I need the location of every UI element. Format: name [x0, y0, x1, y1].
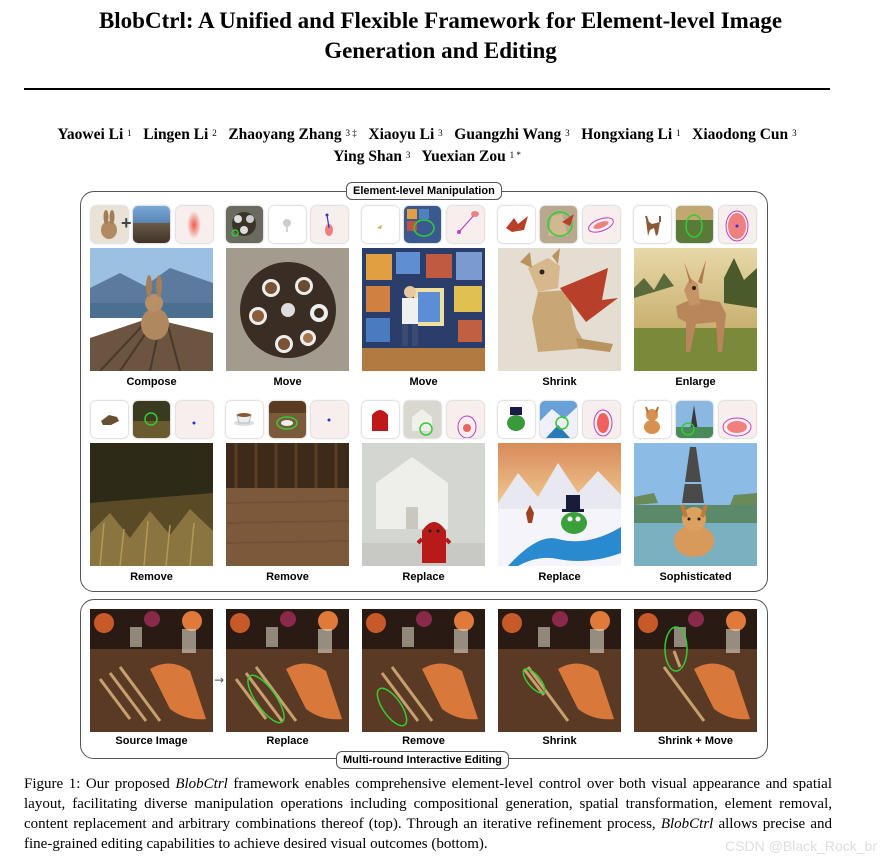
- replace-result-image-1: [362, 443, 485, 566]
- move2-blob-thumbnail: [447, 206, 484, 243]
- compose-result-image: [90, 248, 213, 371]
- replace2-blob-thumbnail: [583, 401, 620, 438]
- move2-element-thumbnail: [362, 206, 399, 243]
- author-affiliation: 1: [676, 128, 681, 138]
- remove-blob-thumbnail: [176, 401, 213, 438]
- author-list: [24, 124, 830, 168]
- op-label-move-1: Move: [273, 376, 302, 388]
- remove-round-image: [362, 609, 485, 732]
- blob-mask-thumbnail: [176, 206, 213, 243]
- watermark: CSDN @Black_Rock_br: [725, 838, 877, 854]
- op-label-source-image: Source Image: [115, 735, 188, 747]
- op-label-sophisticated: Sophisticated: [659, 571, 732, 583]
- sophisticated-blob-thumbnail: [719, 401, 756, 438]
- background-pier-thumbnail: [133, 206, 170, 243]
- enlarge-blob-thumbnail: [719, 206, 756, 243]
- op-label-enlarge: Enlarge: [675, 376, 716, 388]
- caption-text-2: allows precise and fine-grained editing capabilities to achieve desired visual outcomes (bottom).: [24, 816, 832, 852]
- author-name: Xiaodong Cun: [692, 126, 789, 143]
- remove2-element-thumbnail: [226, 401, 263, 438]
- op-label-move-2: Move: [409, 376, 438, 388]
- shrink-element-thumbnail: [498, 206, 535, 243]
- move-source-thumbnail: [226, 206, 263, 243]
- move2-source-thumbnail: [404, 206, 441, 243]
- sophisticated-source-thumbnail: [676, 401, 713, 438]
- author-name: Xiaoyu Li: [368, 126, 435, 143]
- multi-round-editing-label: Multi-round Interactive Editing: [336, 751, 509, 769]
- shrink-move-round-image: [634, 609, 757, 732]
- replace-round-image: [226, 609, 349, 732]
- authors-line-1: [24, 124, 830, 146]
- replace-result-image-2: [498, 443, 621, 566]
- op-label-shrink: Shrink: [542, 376, 577, 388]
- plus-icon: +: [121, 213, 132, 233]
- author-affiliation: 3: [438, 128, 443, 138]
- caption-text-1: framework enables comprehensive element-level control over both visual appearance and spatial layout, facilitating diverse manipulation operations including compositional generation, spatial transformation, element removal, content replacement and arbitrary combinations thereof (top). Through an iterative refinement process,: [24, 776, 832, 832]
- op-label-replace-round: Replace: [266, 735, 309, 747]
- replace-source-thumbnail: [404, 401, 441, 438]
- author-affiliation: 1: [127, 128, 132, 138]
- arrow-icon: →: [214, 673, 225, 687]
- author-name: Guangzhi Wang: [454, 126, 562, 143]
- authors-line-2: [24, 146, 830, 168]
- author-affiliation: 3: [565, 128, 570, 138]
- element-level-manipulation-label: Element-level Manipulation: [346, 182, 502, 200]
- caption-method-name: BlobCtrl: [175, 776, 228, 792]
- replace2-element-thumbnail: [498, 401, 535, 438]
- op-label-shrink-round: Shrink: [542, 735, 577, 747]
- remove2-blob-thumbnail: [311, 401, 348, 438]
- remove-result-image-1: [90, 443, 213, 566]
- enlarge-source-thumbnail: [676, 206, 713, 243]
- op-label-remove-1: Remove: [130, 571, 173, 583]
- op-label-replace-2: Replace: [538, 571, 581, 583]
- title-rule: [24, 88, 830, 90]
- move-blob-thumbnail: [311, 206, 348, 243]
- move-result-image-2: [362, 248, 485, 371]
- figure-caption: [24, 774, 832, 854]
- op-label-shrink-move-round: Shrink + Move: [658, 735, 733, 747]
- author-name: Yuexian Zou: [421, 148, 506, 165]
- remove-source-thumbnail: [133, 401, 170, 438]
- op-label-remove-2: Remove: [266, 571, 309, 583]
- shrink-round-image: [498, 609, 621, 732]
- author-name: Zhaoyang Zhang: [228, 126, 342, 143]
- op-label-remove-round: Remove: [402, 735, 445, 747]
- remove-result-image-2: [226, 443, 349, 566]
- caption-method-name-2: BlobCtrl: [660, 816, 714, 832]
- replace-element-thumbnail: [362, 401, 399, 438]
- remove2-source-thumbnail: [269, 401, 306, 438]
- shrink-blob-thumbnail: [583, 206, 620, 243]
- author-name: Yaowei Li: [57, 126, 124, 143]
- enlarge-result-image: [634, 248, 757, 371]
- sophisticated-result-image: [634, 443, 757, 566]
- author-name: Lingen Li: [143, 126, 209, 143]
- author-affiliation: 3: [405, 150, 411, 160]
- op-label-replace-1: Replace: [402, 571, 445, 583]
- source-image: [90, 609, 213, 732]
- caption-prefix: Figure 1: Our proposed: [24, 776, 176, 792]
- shrink-source-thumbnail: [540, 206, 577, 243]
- enlarge-element-thumbnail: [634, 206, 671, 243]
- title-line-1: BlobCtrl: A Unified and Flexible Framework for Element-level Image: [98, 8, 783, 33]
- author-affiliation: 3 ‡: [345, 128, 357, 138]
- op-label-compose: Compose: [126, 376, 177, 388]
- author-affiliation: 1 *: [509, 150, 521, 160]
- title-line-2: Generation and Editing: [324, 38, 557, 63]
- author-affiliation: 2: [212, 128, 217, 138]
- sophisticated-element-thumbnail: [634, 401, 671, 438]
- shrink-result-image: [498, 248, 621, 371]
- author-name: Hongxiang Li: [581, 126, 673, 143]
- replace2-source-thumbnail: [540, 401, 577, 438]
- move-element-thumbnail: [269, 206, 306, 243]
- replace-blob-thumbnail: [447, 401, 484, 438]
- move-result-image-1: [226, 248, 349, 371]
- author-name: Ying Shan: [333, 148, 402, 165]
- remove-element-thumbnail: [91, 401, 128, 438]
- author-affiliation: 3: [792, 128, 797, 138]
- paper-title: [0, 6, 881, 66]
